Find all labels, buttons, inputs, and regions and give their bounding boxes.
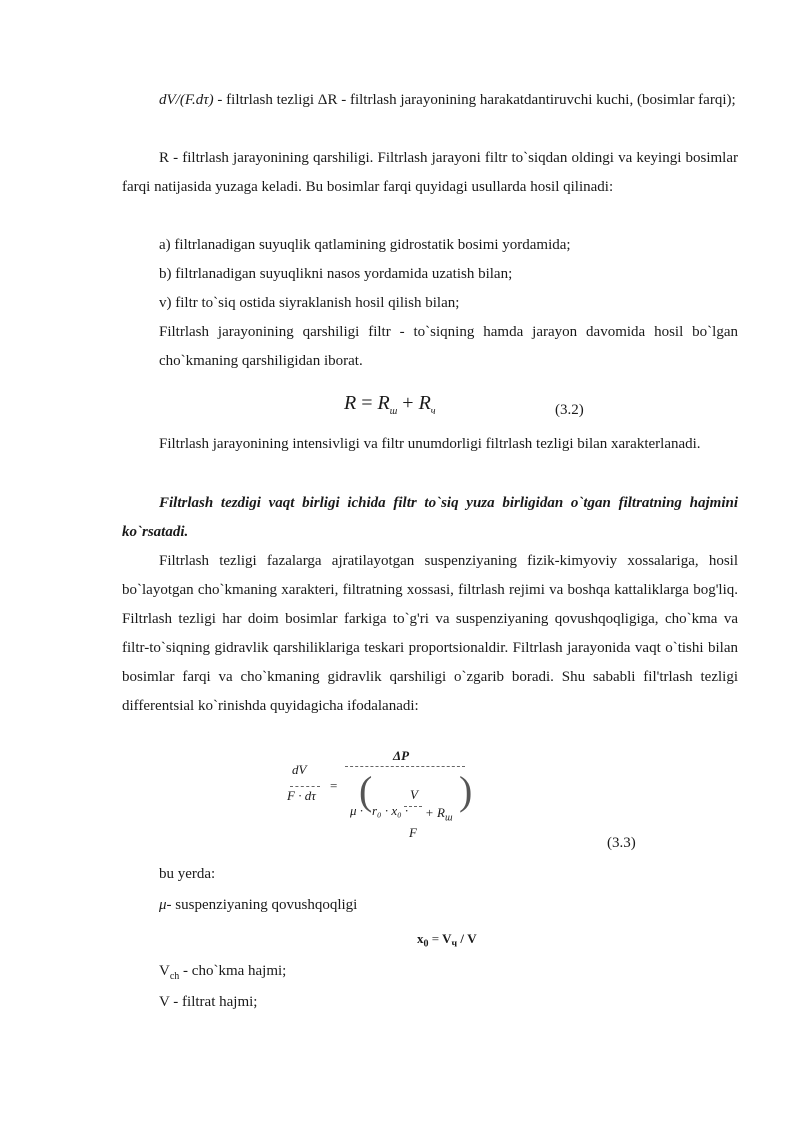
right-paren: ) [459, 768, 473, 813]
eq-term: R [418, 392, 431, 414]
eq-term: R [377, 392, 390, 414]
eq-operator: = [361, 392, 373, 414]
eq-lhs-denominator: F · dτ [287, 788, 316, 803]
paragraph-resistance: R - filtrlash jarayonining qarshiligi. Filtrlash jarayoni filtr to`siqdan oldingi va keyingi bosimlar farqi natijasida yuzaga keladi. Bu bosimlar farqi quyidagi usullarda hosil qilinadi: [122, 150, 738, 195]
eq-term: + R [425, 805, 445, 820]
eq-term: x [417, 931, 424, 946]
mu-symbol: μ [159, 897, 167, 913]
fraction-bar [345, 766, 465, 767]
eq-rhs-numerator: ΔP [393, 748, 410, 763]
eq-term: R [344, 392, 357, 414]
eq-subscript: ч [451, 938, 458, 950]
eq-operator: + [402, 392, 414, 414]
list-item: a) filtrlanadigan suyuqlik qatlamining gidrostatik bosimi yordamida; [159, 237, 571, 253]
equation-number: (3.3) [607, 835, 636, 851]
vch-subscript: ch [169, 971, 180, 982]
eq-subscript: 0 [423, 938, 429, 950]
where-label: bu yerda: [159, 866, 216, 882]
eq-lhs-numerator: dV [292, 762, 307, 777]
eq-subscript: ш [444, 812, 453, 824]
paragraph-intensity: Filtrlash jarayonining intensivligi va filtr unumdorligi filtrlash tezligi bilan xarakterlanadi. [159, 436, 701, 452]
equation-x0 [417, 924, 477, 953]
eq-rhs-plus-r [425, 805, 453, 824]
eq-equals: = [330, 778, 338, 793]
eq-rhs-resistance: r₀ · x₀ · [372, 803, 409, 818]
equation-3-2 [344, 389, 436, 418]
left-paren: ( [359, 768, 373, 813]
eq-inner-numerator: V [410, 787, 418, 802]
eq-subscript: ш [389, 406, 398, 417]
rate-symbol: dV/(F.dτ) [159, 92, 214, 108]
mu-definition [159, 891, 357, 920]
list-item: b) filtrlanadigan suyuqlikni nasos yordamida uzatish bilan; [159, 266, 513, 282]
list-item: v) filtr to`siq ostida siyraklanish hosil qilish bilan; [159, 295, 460, 311]
definition-filtration-rate: Filtrlash tezdigi vaqt birligi ichida filtr to`siq yuza birligidan o`tgan filtratning hajmini ko`rsatadi. [122, 495, 738, 540]
eq-subscript: ч [430, 406, 436, 417]
eq-rhs-mu: μ · [350, 803, 364, 818]
paragraph-rate-factors: Filtrlash tezligi fazalarga ajratilayotgan suspenziyaning fizik-kimyoviy xossalariga, hosil bo`layotgan cho`kmaning xarakteri, filtratning xossasi, filtrlash rejimi va boshqa kattaliklarga bog'liq. Filtrlash tezligi har doim bosimlar farkiga to`g'ri va suspenziyaning qovushqoqligiga, cho`kma va filtr-to`siqning gidravlik qarshiliklariga teskari proportsionaldir. Filtrlash jarayonida vaqt o`tishi bilan bosimlar farqi va cho`kmaning gidravlik qarshiligi o`zgarib boradi. Shu sababli fil'trlash tezligi differentsial ko`rinishda quyidagicha ifodalanadi: [122, 553, 738, 714]
mu-text: - suspenziyaning qovushqoqligi [166, 897, 358, 913]
fraction-bar [404, 806, 422, 807]
eq-inner-denominator: F [409, 825, 417, 840]
rate-definition: - filtrlash tezligi ΔR - filtrlash jarayonining harakatdantiruvchi kuchi, (bosimlar farqi); [213, 92, 736, 108]
vch-definition [159, 957, 286, 986]
v-definition: V - filtrat hajmi; [159, 994, 258, 1010]
vch-text: - cho`kma hajmi; [179, 963, 287, 979]
paragraph-filtration-rate [122, 86, 738, 115]
equation-number: (3.2) [555, 402, 584, 418]
vch-symbol: V [159, 963, 170, 979]
paragraph-resistance-composition: Filtrlash jarayonining qarshiligi filtr - to`siqning hamda jarayon davomida hosil bo`lgan cho`kmaning qarshiligidan iborat. [159, 324, 738, 369]
fraction-bar [290, 786, 320, 787]
eq-operator: = [431, 931, 440, 946]
eq-term: V [442, 931, 452, 946]
eq-term: / V [457, 931, 477, 946]
pressure-methods-list [159, 231, 738, 318]
